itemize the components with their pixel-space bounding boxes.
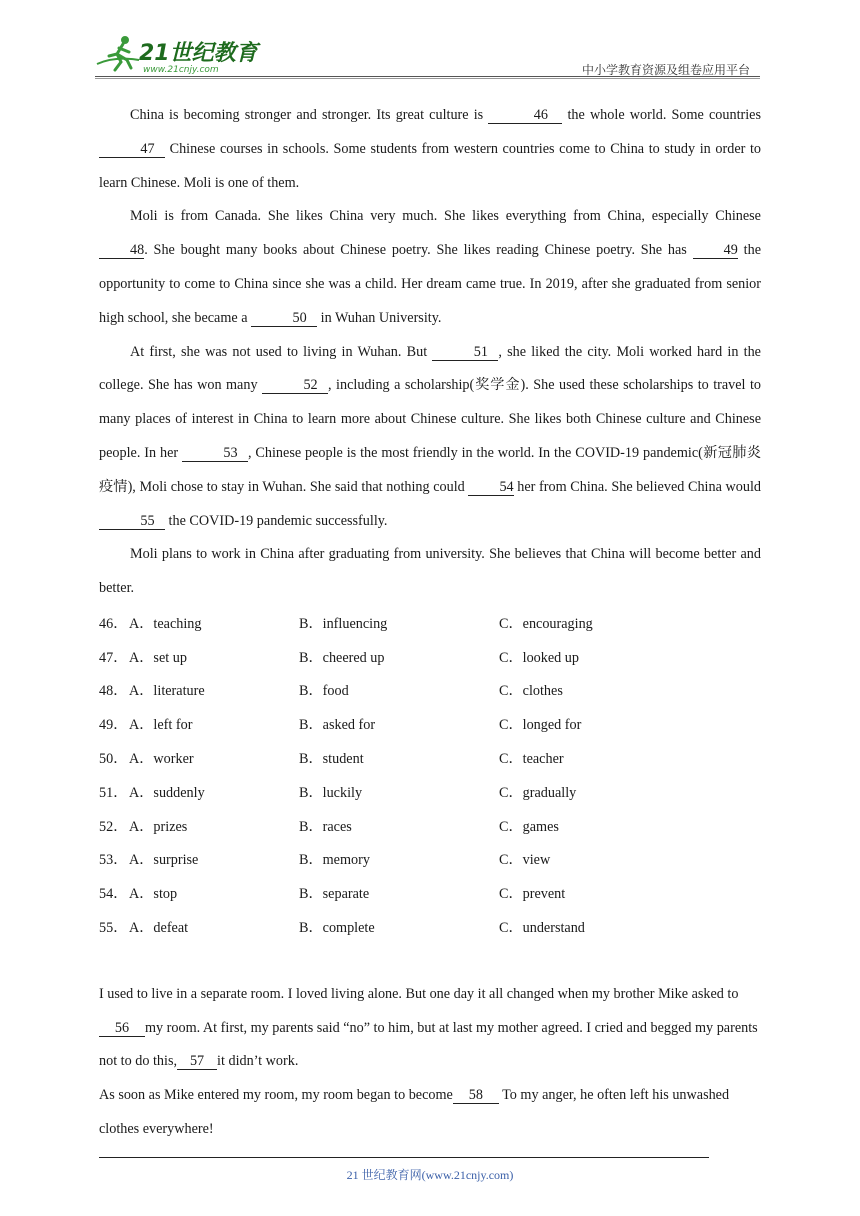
question-number: 53． — [99, 852, 128, 869]
passage2-paragraph-2 — [99, 1079, 761, 1147]
runner-icon — [97, 36, 139, 70]
option-a: A．suddenly — [129, 784, 205, 801]
option-b: B．student — [299, 751, 364, 768]
question-number: 49． — [99, 717, 128, 734]
blank-50: 50 — [251, 310, 317, 327]
question-row — [99, 741, 761, 775]
spacer — [99, 944, 761, 978]
text: the opportunity to come to China since she was a child. Her dream came true. In 2019, after she graduated from senior high school, she became a — [99, 242, 761, 326]
option-c: C．gradually — [499, 784, 577, 801]
question-row — [99, 674, 761, 708]
option-b: B．complete — [299, 920, 375, 937]
question-row — [99, 606, 761, 640]
text: the COVID-19 pandemic successfully. — [165, 512, 388, 529]
option-b: B．asked for — [299, 717, 376, 734]
question-number: 48． — [99, 683, 128, 700]
text: Chinese courses in schools. Some students from western countries come to China to study in order to learn Chinese. Moli is one of them. — [99, 140, 761, 191]
option-c: C．teacher — [499, 751, 564, 768]
question-row — [99, 910, 761, 944]
option-c: C．understand — [499, 920, 585, 937]
option-b: B．food — [299, 683, 349, 700]
option-a: A．stop — [129, 886, 178, 903]
passage1-paragraph-4 — [99, 538, 761, 606]
question-number: 55． — [99, 920, 128, 937]
question-number: 51． — [99, 784, 128, 801]
question-number: 50． — [99, 751, 128, 768]
logo-main-text: 21世纪教育 — [139, 41, 258, 66]
text: I used to live in a separate room. I loved living alone. But one day it all changed when my brother Mike asked to — [99, 985, 739, 1002]
blank-52: 52 — [262, 377, 328, 394]
option-a: A．teaching — [129, 615, 202, 632]
option-a: A．left for — [129, 717, 193, 734]
option-c: C．prevent — [499, 886, 566, 903]
21cnjy-logo — [95, 34, 265, 74]
question-row — [99, 876, 761, 910]
text: Moli is from Canada. She likes China very much. She likes everything from China, especially Chinese — [130, 208, 761, 225]
text: . She bought many books about Chinese poetry. She likes reading Chinese poetry. She has — [144, 242, 693, 259]
option-c: C．longed for — [499, 717, 582, 734]
logo-url-text: www.21cnjy.com — [143, 65, 219, 74]
text: , she liked the city. Moli worked hard in the college. She has won many — [99, 343, 761, 394]
option-c: C．clothes — [499, 683, 563, 700]
question-row — [99, 843, 761, 877]
site-name: 中小学教育资源及组卷应用平台 — [581, 63, 750, 77]
option-a: A．surprise — [129, 852, 199, 869]
header-divider-thin — [95, 78, 760, 79]
blank-53: 53 — [182, 445, 248, 462]
question-number: 52． — [99, 818, 128, 835]
text: , Chinese people is the most friendly in the world. In the COVID-19 pandemic(新冠肺炎疫情), Moli chose to stay in Wuhan. She said that nothing could — [99, 444, 761, 495]
option-b: B．separate — [299, 886, 370, 903]
option-b: B．cheered up — [299, 649, 385, 666]
blank-56: 56 — [99, 1020, 145, 1037]
blank-48: 48 — [99, 242, 144, 259]
blank-55: 55 — [99, 513, 165, 530]
option-a: A．defeat — [129, 920, 189, 937]
passage1-paragraph-2 — [99, 200, 761, 335]
text: her from China. She believed China would — [513, 478, 761, 495]
text: China is becoming stronger and stronger. Its great culture is — [130, 107, 489, 123]
option-c: C．view — [499, 852, 551, 869]
question-row — [99, 775, 761, 809]
page-header — [95, 30, 760, 78]
option-c: C．games — [499, 818, 559, 835]
option-b: B．luckily — [299, 784, 363, 801]
blank-51: 51 — [432, 344, 498, 361]
passage1-paragraph-1 — [99, 99, 761, 200]
option-a: A．literature — [129, 683, 205, 700]
blank-58: 58 — [453, 1087, 499, 1104]
blank-54: 54 — [468, 479, 513, 496]
footer-divider — [99, 1157, 709, 1158]
text: To my anger, he often left his unwashed clothes everywhere! — [99, 1087, 730, 1137]
option-a: A．prizes — [129, 818, 188, 835]
text: At first, she was not used to living in Wuhan. But — [130, 343, 433, 360]
option-a: A．set up — [129, 649, 187, 666]
option-c: C．looked up — [499, 649, 579, 666]
footer-text: 21 世纪教育网(www.21cnjy.com) — [346, 1168, 514, 1182]
blank-47: 47 — [99, 141, 165, 158]
text: in Wuhan University. — [317, 309, 442, 326]
question-row — [99, 640, 761, 674]
text: , including a scholarship(奖学金). She used these scholarships to travel to many places of interest in China to learn more about Chinese culture. She likes both Chinese culture and Chinese people. In her — [99, 377, 762, 461]
document-body — [99, 99, 761, 1147]
header-divider — [95, 76, 760, 77]
blank-49: 49 — [693, 242, 738, 259]
option-c: C．encouraging — [499, 615, 593, 632]
option-a: A．worker — [129, 751, 194, 768]
question-number: 54． — [99, 886, 128, 903]
question-row — [99, 809, 761, 843]
text: the whole world. Some countries — [562, 107, 761, 123]
blank-46: 46 — [488, 107, 562, 124]
option-b: B．memory — [299, 852, 370, 869]
passage2-paragraph-1 — [99, 978, 761, 1079]
option-b: B．influencing — [299, 615, 388, 632]
blank-57: 57 — [177, 1053, 217, 1070]
question-number: 46． — [99, 615, 128, 632]
question-list — [99, 606, 761, 944]
text: it didn’t work. — [217, 1053, 299, 1070]
question-number: 47． — [99, 649, 128, 666]
passage1-paragraph-3 — [99, 336, 761, 539]
option-b: B．races — [299, 818, 352, 835]
question-row — [99, 707, 761, 741]
text: Moli plans to work in China after graduating from university. She believes that China will become better and better. — [99, 546, 761, 597]
text: my room. At first, my parents said “no” to him, but at last my mother agreed. I cried and begged my parents not to do this, — [99, 1019, 758, 1070]
text: As soon as Mike entered my room, my room began to become — [99, 1087, 453, 1104]
